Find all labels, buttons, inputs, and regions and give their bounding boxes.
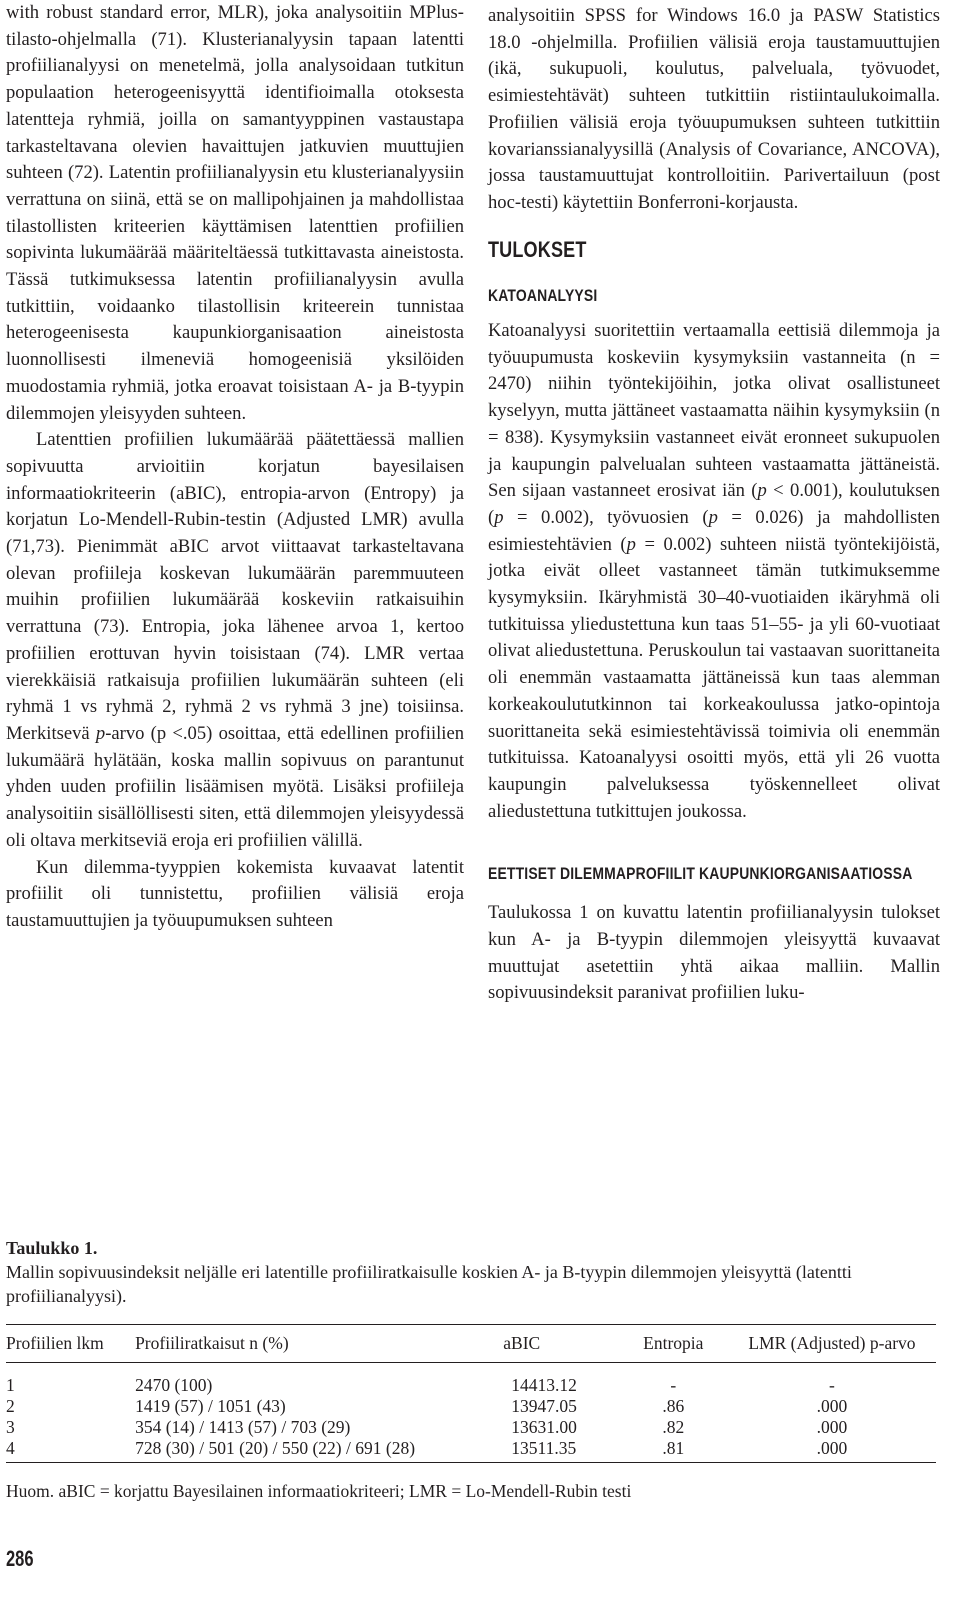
table-cell: 13631.00	[511, 1417, 577, 1437]
right-paragraph-1: analysoitiin SPSS for Windows 16.0 ja PASW Statistics 18.0 -ohjelmilla. Profiilien välisiä eroja taustamuuttujien (ikä, sukupuoli, koulutus, palveluala, työvuodet, esimiestehtävät) suhteen tutkittiin ristiintaulukoimalla. Profiilien välisiä eroja työuupumuksen suhteen tutkittiin kovarianssianalyysillä (Analysis of Covariance, ANCOVA), jossa taustamuuttujat kontrolloitiin. Parivertailuun (post hoc-testi) käytettiin Bonferroni-korjausta.	[488, 5, 940, 213]
table-cell: 1419 (57) / 1051 (43)	[135, 1396, 286, 1416]
table-cell: 728 (30) / 501 (20) / 550 (22) / 691 (28)	[135, 1438, 416, 1458]
table-cell: -	[829, 1375, 835, 1395]
table-cell: 2	[6, 1396, 15, 1416]
table-label: Taulukko 1.	[6, 1238, 98, 1258]
table-header-row	[6, 1325, 936, 1363]
table-cell: 13947.05	[511, 1396, 577, 1416]
table-row	[6, 1396, 936, 1417]
table-cell: .82	[662, 1417, 685, 1437]
table-block	[6, 1236, 936, 1503]
table-row	[6, 1438, 936, 1463]
subsection-heading-dilemma-profiles: EETTISET DILEMMAPROFIILIT KAUPUNKIORGANISAATIOSSA	[488, 864, 913, 884]
table-header-cell: LMR (Adjusted) p-arvo	[748, 1333, 916, 1353]
table-cell: 13511.35	[511, 1438, 577, 1458]
right-text-column	[488, 3, 940, 1007]
table-cell: .000	[816, 1417, 848, 1437]
table-cell: 2470 (100)	[135, 1375, 213, 1395]
left-paragraph-2: Latenttien profiilien lukumäärää päätettäessä mallien sopivuutta arvioitiin korjatun bayesilaisen informaatiokriteerin (aBIC), entropia-arvon (Entropy) ja korjatun Lo-Mendell-Rubin-testin (Adjusted LMR) avulla (71,73). Pienimmät aBIC arvot viittaavat tarkasteltavana olevan profiileja koskevan lukumäärän paremmuuteen muihin profiilien lukumäärää koskeviin ratkaisuihin verrattuna (73). Entropia, joka lähenee arvoa 1, kertoo profiilien erottuvan hyvin toisistaan (74). LMR vertaa vierekkäisiä ratkaisuja profiilien lukumäärän suhteen (eli ryhmä 1 vs ryhmä 2, ryhmä 2 vs ryhmä 3 jne) toisiinsa. Merkitsevä p-arvo (p <.05) osoittaa, että edellinen profiilien lukumäärä hylätään, koska mallin sopivuus on parantunut yhden uuden profiilin lisäämisen myötä. Lisäksi profiileja analysoitiin sisällöllisesti siten, että dilemmojen yleisyydessä oli oltava merkitseviä eroja eri profiilien välillä.	[6, 429, 465, 851]
table-row	[6, 1363, 936, 1397]
table-header-cell: Profiilien lkm	[6, 1333, 104, 1353]
table-header-cell: aBIC	[503, 1333, 541, 1353]
left-text-column	[6, 0, 464, 935]
table-note: Huom. aBIC = korjattu Bayesilainen informaatiokriteeri; LMR = Lo-Mendell-Rubin testi	[6, 1481, 632, 1501]
table-cell: 1	[6, 1375, 15, 1395]
table-cell: .81	[662, 1438, 685, 1458]
table-header-cell: Profiiliratkaisut n (%)	[135, 1333, 289, 1353]
right-paragraph-3: Taulukossa 1 on kuvattu latentin profiilianalyysin tulokset kun A- ja B-tyypin dilemmojen yleisyyttä kuvaavat muuttujat asetettiin yhtä aikaa malliin. Mallin sopivuusindeksit paranivat profiilien luku-	[488, 902, 940, 1004]
table-caption: Mallin sopivuusindeksit neljälle eri latentille profiiliratkaisulle koskien A- ja B-tyypin dilemmojen yleisyyttä (latentti profiilianalyysi).	[6, 1262, 852, 1306]
table-header-cell: Entropia	[643, 1333, 704, 1353]
table-cell: 4	[6, 1438, 15, 1458]
fit-indices-table	[6, 1324, 936, 1463]
left-paragraph-1: with robust standard error, MLR), joka analysoitiin MPlus-tilasto-ohjelmalla (71). Klusterianalyysin tapaan latentti profiilianalyysi on menetelmä, jolla analysoidaan tutkitun populaation heterogeenisyyttä identifioimalla otoksesta latentteja ryhmiä, joilla on samantyyppinen vastaustapa tarkasteltavana olevien havaittujen jatkuvien muuttujien suhteen (72). Latentin profiilianalyysin etu klusterianalyysiin verrattuna on siinä, että se on mallipohjainen ja mahdollistaa tilastollisten kriteerien käyttämisen latenttien profiilien sopivinta lukumäärää määriteltäessä tutkittavasta aineistosta. Tässä tutkimuksessa latentin profiilianalyysin avulla tutkittiin, voidaanko tilastollisin kriteerein tunnistaa heterogeenisesta kaupunkiorganisaation aineistosta luonnollisesti ilmeneviä homogeenisiä yksilöiden muodostamia ryhmiä, jotka eroavat toisistaan A- ja B-tyypin dilemmojen yleisyyden suhteen.	[6, 2, 464, 424]
table-cell: .86	[662, 1396, 685, 1416]
section-heading-results: TULOKSET	[488, 236, 587, 262]
right-paragraph-2: Katoanalyysi suoritettiin vertaamalla eettisiä dilemmoja ja työuupumusta koskeviin kysymyksiin vastanneita (n = 2470) niihin työntekijöihin, jotka olivat osallistuneet kyselyyn, mutta jättäneet vastaamatta näihin kysymyksiin (n = 838). Kysymyksiin vastanneet eivät eronneet sukupuolen ja kaupungin palvelualan suhteen vastaamatta jättäneistä. Sen sijaan vastanneet erosivat iän (p < 0.001), koulutuksen (p = 0.002), työvuosien (p = 0.026) ja mahdollisten esimiestehtävien (p = 0.002) suhteen niistä työntekijöistä, jotka eivät olleet vastanneet tämän tutkimuksemme kysymyksiin. Ikäryhmistä 30–40-vuotiaiden ikäryhmä oli tutkituissa yliedustettuna kun taas 51–55- ja yli 60-vuotiaat olivat aliedustettuna. Peruskoulun tai vastaavan suorittaneita oli enemmän vastaamatta jättäneissä kun taas alemman korkeakoulututkinnon tai korkeakoulussa jatko-opintoja suorittaneita sekä esimiestehtävissä toimivia oli enemmän tutkituissa. Katoanalyysi osoitti myös, että yli 26 vuotta kaupungin palveluksessa työskennelleet olivat aliedustettuna tutkittujen joukossa.	[488, 320, 940, 822]
left-paragraph-3: Kun dilemma-tyyppien kokemista kuvaavat latentit profiilit oli tunnistettu, profiilien välisiä eroja taustamuuttujien ja työuupumuksen suhteen	[6, 856, 464, 931]
table-row	[6, 1417, 936, 1438]
table-cell: -	[670, 1375, 677, 1395]
table-cell: .000	[816, 1396, 848, 1416]
table-cell: .000	[816, 1438, 848, 1458]
page-number: 286	[6, 1546, 34, 1571]
subsection-heading-attrition: KATOANALYYSI	[488, 286, 598, 306]
table-cell: 3	[6, 1417, 15, 1437]
table-cell: 14413.12	[511, 1375, 577, 1395]
table-cell: 354 (14) / 1413 (57) / 703 (29)	[135, 1417, 351, 1437]
